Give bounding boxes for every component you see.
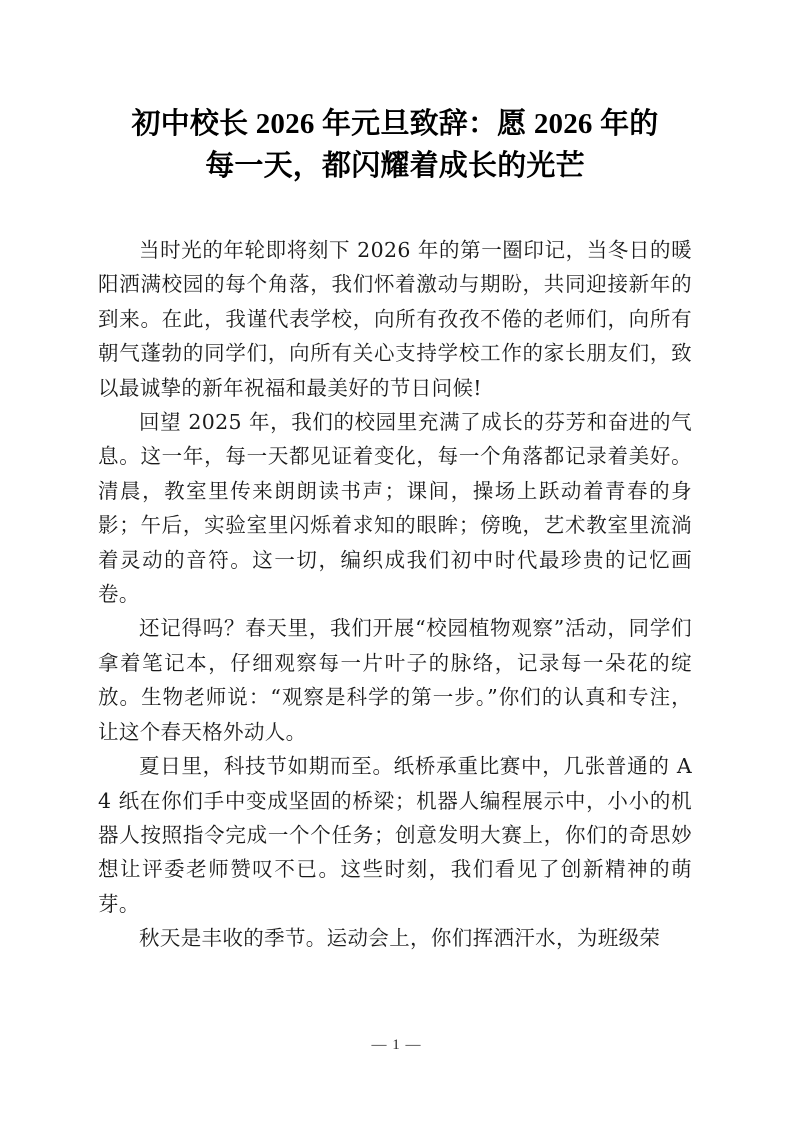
page-title — [98, 0, 692, 187]
document-body — [98, 187, 692, 956]
paragraph-5: 秋天是丰收的季节。运动会上，你们挥洒汗水，为班级荣 — [139, 926, 661, 951]
paragraph-4: 夏日里，科技节如期而至。纸桥承重比赛中，几张普通的 A4 纸在你们手中变成坚固的桥梁；机器人编程展示中，小小的机器人按照指令完成一个个任务；创意发明大赛上，你们的奇思妙想让评委老师赞叹不已。这些时刻，我们看见了创新精神的萌芽。 — [98, 754, 692, 916]
page-content-area — [98, 0, 692, 956]
paragraph-3: 还记得吗？春天里，我们开展“校园植物观察”活动，同学们拿着笔记本，仔细观察每一片叶子的脉络，记录每一朵花的绽放。生物老师说：“观察是科学的第一步。”你们的认真和专注，让这个春天格外动人。 — [98, 616, 692, 744]
title-line-2: 每一天，都闪耀着成长的光芒 — [205, 150, 585, 182]
title-line-1: 初中校长 2026 年元旦致辞：愿 2026 年的 — [131, 108, 659, 140]
paragraph-2: 回望 2025 年，我们的校园里充满了成长的芬芳和奋进的气息。这一年，每一天都见证着变化，每一个角落都记录着美好。清晨，教室里传来朗朗读书声；课间，操场上跃动着青春的身影；午后，实验室里闪烁着求知的眼眸；傍晚，艺术教室里流淌着灵动的音符。这一切，编织成我们初中时代最珍贵的记忆画卷。 — [98, 410, 692, 607]
paragraph-1: 当时光的年轮即将刻下 2026 年的第一圈印记，当冬日的暖阳洒满校园的每个角落，我们怀着激动与期盼，共同迎接新年的到来。在此，我谨代表学校，向所有孜孜不倦的老师们，向所有朝气蓬勃的同学们，向所有关心支持学校工作的家长朋友们，致以最诚挚的新年祝福和最美好的节日问候! — [98, 238, 692, 400]
page-number: — 1 — — [371, 1037, 422, 1053]
page-footer — [0, 1035, 793, 1055]
